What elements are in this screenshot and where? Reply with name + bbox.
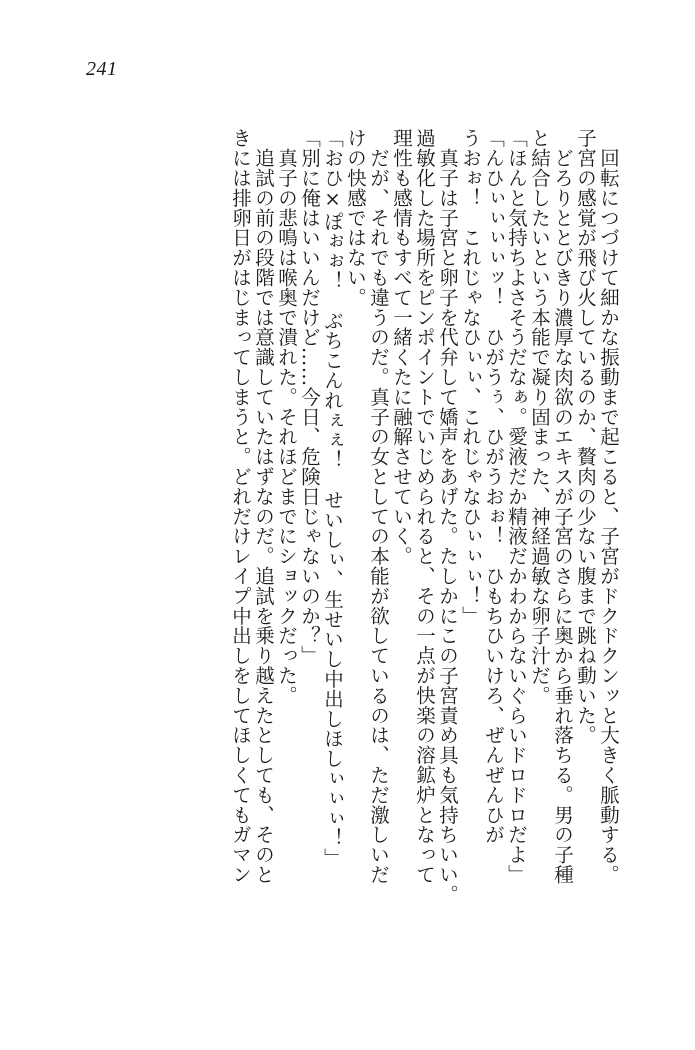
text-line: どろりととびきり濃厚な肉欲のエキスが子宮のさらに奥から垂れ落ちる。男の子種 (551, 128, 574, 885)
text-line: 真子の悲鳴は喉奥で潰れた。それほどまでにショックだった。 (275, 128, 298, 706)
text-line: 過敏化した場所をピンポイントでいじめられると、その一点が快楽の溶鉱炉となって (413, 128, 436, 885)
text-line: うおぉ！ これじゃなひぃぃ、これじゃなひぃぃぃ！」 (459, 128, 482, 626)
text-line: 「おひ×ぽぉぉ！ ぶちこんれぇぇ！ せいしぃ、生せいし中出しほしぃぃぃ！」 (321, 128, 344, 868)
text-line: 回転につづけて細かな振動まで起こると、子宮がドクドクンッと大きく脈動する。 (597, 128, 620, 885)
text-line: だが、それでも違うのだ。真子の女としての本能が欲しているのは、ただ激しいだ (367, 128, 390, 885)
vertical-text-body (222, 128, 620, 1008)
text-line: と結合したいという本能で凝り固まった、神経過敏な卵子汁だ。 (528, 128, 551, 706)
text-line: けの快感ではない。 (344, 128, 367, 308)
text-line: 追試の前の段階では意識していたはずなのだ。追試を乗り越えたとしても、そのと (252, 128, 275, 885)
text-line: 理性も感情もすべて一緒くたに融解させていく。 (390, 128, 413, 566)
text-line: 真子は子宮と卵子を代弁して嬌声をあげた。たしかにこの子宮責め具も気持ちいい。 (436, 128, 459, 905)
text-line: 「んひぃぃぃぃッ！ ひがうぅ、ひがうおぉ！ ひもちひいけろ、ぜんぜんひが (482, 128, 505, 845)
text-line: 「ほんと気持ちよさそうだなぁ。愛液だか精液だかわからないぐらいドロドロだよ」 (505, 128, 528, 885)
text-line: きには排卵日がはじまってしまうと。どれだけレイプ中出しをしてほしくてもガマン (229, 128, 252, 885)
text-line: 子宮の感覚が飛び火しているのか、贅肉の少ない腹まで跳ね動いた。 (574, 128, 597, 745)
text-line: 「別に俺はいいんだけど……今日、危険日じゃないのか？」 (298, 128, 321, 666)
page-number: 241 (86, 58, 118, 80)
